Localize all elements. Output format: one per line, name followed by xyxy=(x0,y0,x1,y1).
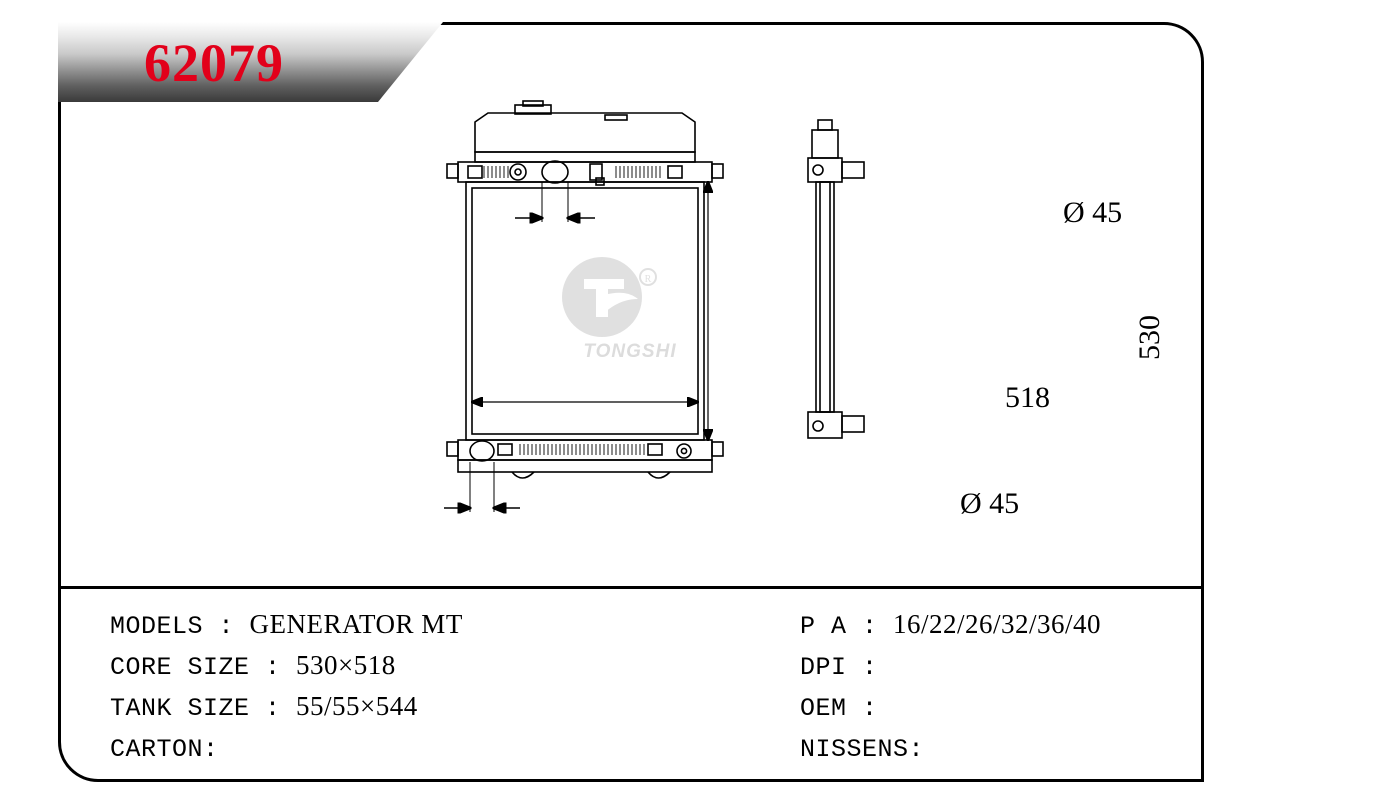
dim-bottom-outlet-label: Ø 45 xyxy=(960,487,1020,520)
spec-row-nissens xyxy=(800,727,1200,768)
lower-tab-left xyxy=(512,472,534,478)
side-filler-neck xyxy=(818,120,832,130)
dim-core-height-label: 530 xyxy=(1133,315,1166,360)
spec-label-pa: P A : xyxy=(800,612,878,641)
upper-left-lug xyxy=(447,164,458,178)
filler-cap xyxy=(523,101,543,106)
specification-table xyxy=(110,604,1200,764)
spec-label-oem: OEM : xyxy=(800,694,878,723)
outlet-pipe xyxy=(470,441,494,461)
upper-drain-eye xyxy=(510,164,526,180)
upper-tank-cap xyxy=(475,113,695,152)
spec-label-carton: CARTON: xyxy=(110,735,219,764)
side-outlet-stub xyxy=(842,416,864,432)
spec-row-models xyxy=(110,604,770,645)
radiator-core-inner xyxy=(472,188,698,434)
spec-row-carton xyxy=(110,727,770,768)
side-upper-port xyxy=(813,165,823,175)
spec-row-tank-size xyxy=(110,686,770,727)
upper-mount-left xyxy=(468,166,482,178)
side-core xyxy=(816,182,834,412)
spec-label-models: MODELS : xyxy=(110,612,235,641)
spec-value-models: GENERATOR MT xyxy=(249,609,463,639)
lower-mount-left xyxy=(498,444,512,455)
header-hatching xyxy=(484,166,660,455)
side-lower-port xyxy=(813,421,823,431)
spec-value-tank-size: 55/55×544 xyxy=(296,691,418,721)
info-divider xyxy=(58,586,1204,589)
lower-tab-right xyxy=(648,472,670,478)
upper-mount-right xyxy=(668,166,682,178)
watermark-text: TONGSHI xyxy=(583,341,677,362)
side-inlet-stub xyxy=(842,162,864,178)
spec-label-dpi: DPI : xyxy=(800,653,878,682)
dimension-lines xyxy=(444,182,708,512)
spec-row-core-size xyxy=(110,645,770,686)
radiator-core xyxy=(466,182,704,440)
top-bracket-slot xyxy=(605,115,627,120)
spec-row-dpi xyxy=(800,645,1200,686)
spec-value-pa: 16/22/26/32/36/40 xyxy=(893,609,1102,639)
dim-core-width-label: 518 xyxy=(1005,381,1050,414)
side-core-inner xyxy=(820,182,830,412)
spec-row-pa xyxy=(800,604,1200,645)
svg-text:R: R xyxy=(644,274,652,285)
spec-label-nissens: NISSENS: xyxy=(800,735,925,764)
spec-column-right xyxy=(800,604,1200,768)
part-number-banner xyxy=(58,22,443,102)
lower-drain-eye-inner xyxy=(681,448,686,453)
upper-tank-band xyxy=(475,152,695,162)
lower-tank-band xyxy=(458,460,712,472)
dim-top-inlet-label: Ø 45 xyxy=(1063,196,1123,229)
radiator-technical-drawing xyxy=(420,100,1040,570)
upper-drain-eye-inner xyxy=(515,169,521,175)
spec-value-core-size: 530×518 xyxy=(296,650,396,680)
spec-label-tank-size: TANK SIZE : xyxy=(110,694,281,723)
lower-left-lug xyxy=(447,442,458,456)
side-upper-tank-top xyxy=(812,130,838,158)
lower-header-plate xyxy=(458,440,712,460)
spec-column-left xyxy=(110,604,770,768)
inlet-pipe xyxy=(542,161,568,183)
lower-drain-eye xyxy=(677,444,691,458)
part-number: 62079 xyxy=(144,33,284,93)
spec-label-core-size: CORE SIZE : xyxy=(110,653,281,682)
spec-row-oem xyxy=(800,686,1200,727)
lower-mount-right xyxy=(648,444,662,455)
upper-right-lug xyxy=(712,164,723,178)
lower-right-lug xyxy=(712,442,723,456)
